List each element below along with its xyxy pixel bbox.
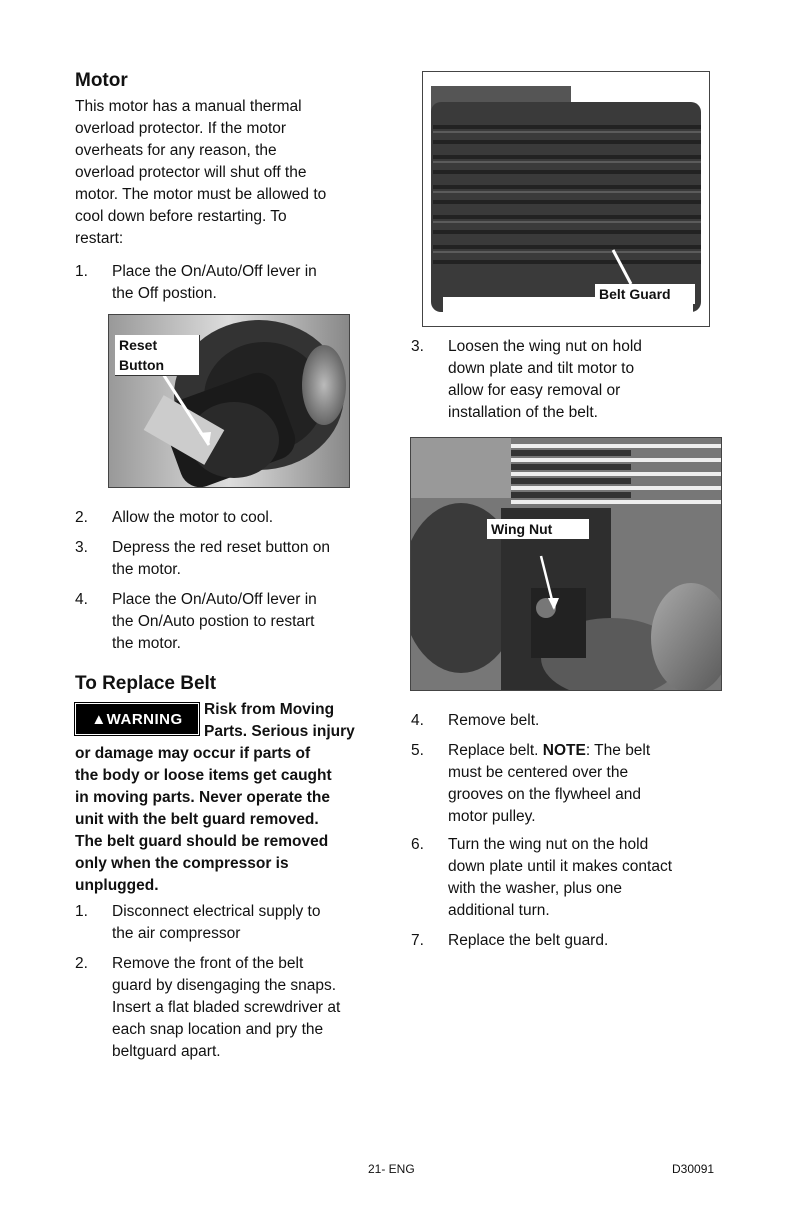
belt-guard-photo [422,71,710,327]
warning-heading: Risk from Moving Parts. Serious injury [204,701,355,740]
wing-nut-photo [410,437,722,691]
motor-paragraph-line: overload protector will shut off the [75,164,307,181]
motor-paragraph [75,96,395,250]
wing-nut-label: Wing Nut [487,519,589,539]
motor-heading: Motor [75,70,128,91]
document-code: D30091 [672,1162,715,1176]
warning-body: or damage may occur if parts of the body or loose items get caught in moving parts. Never operate the unit with the belt guard removed. The belt guard should be removed only when the compressor is unplugged. [75,745,332,894]
motor-paragraph-line: overheats for any reason, the [75,142,277,159]
motor-paragraph-line: motor. The motor must be allowed to [75,186,327,203]
page-number: 21- ENG [368,1162,415,1176]
motor-paragraph-line: restart: [75,230,124,247]
warning-badge: ▲WARNING [76,704,198,734]
note-label: NOTE [542,742,586,759]
motor-paragraph-line: overload protector. If the motor [75,120,287,137]
motor-paragraph-line: cool down before restarting. To [75,208,287,225]
reset-button-label: Reset Button [115,335,200,376]
replace-belt-heading: To Replace Belt [75,673,217,694]
reset-button-photo [108,314,350,488]
motor-paragraph-line: This motor has a manual thermal [75,98,302,115]
belt-guard-label: Belt Guard [595,284,695,304]
